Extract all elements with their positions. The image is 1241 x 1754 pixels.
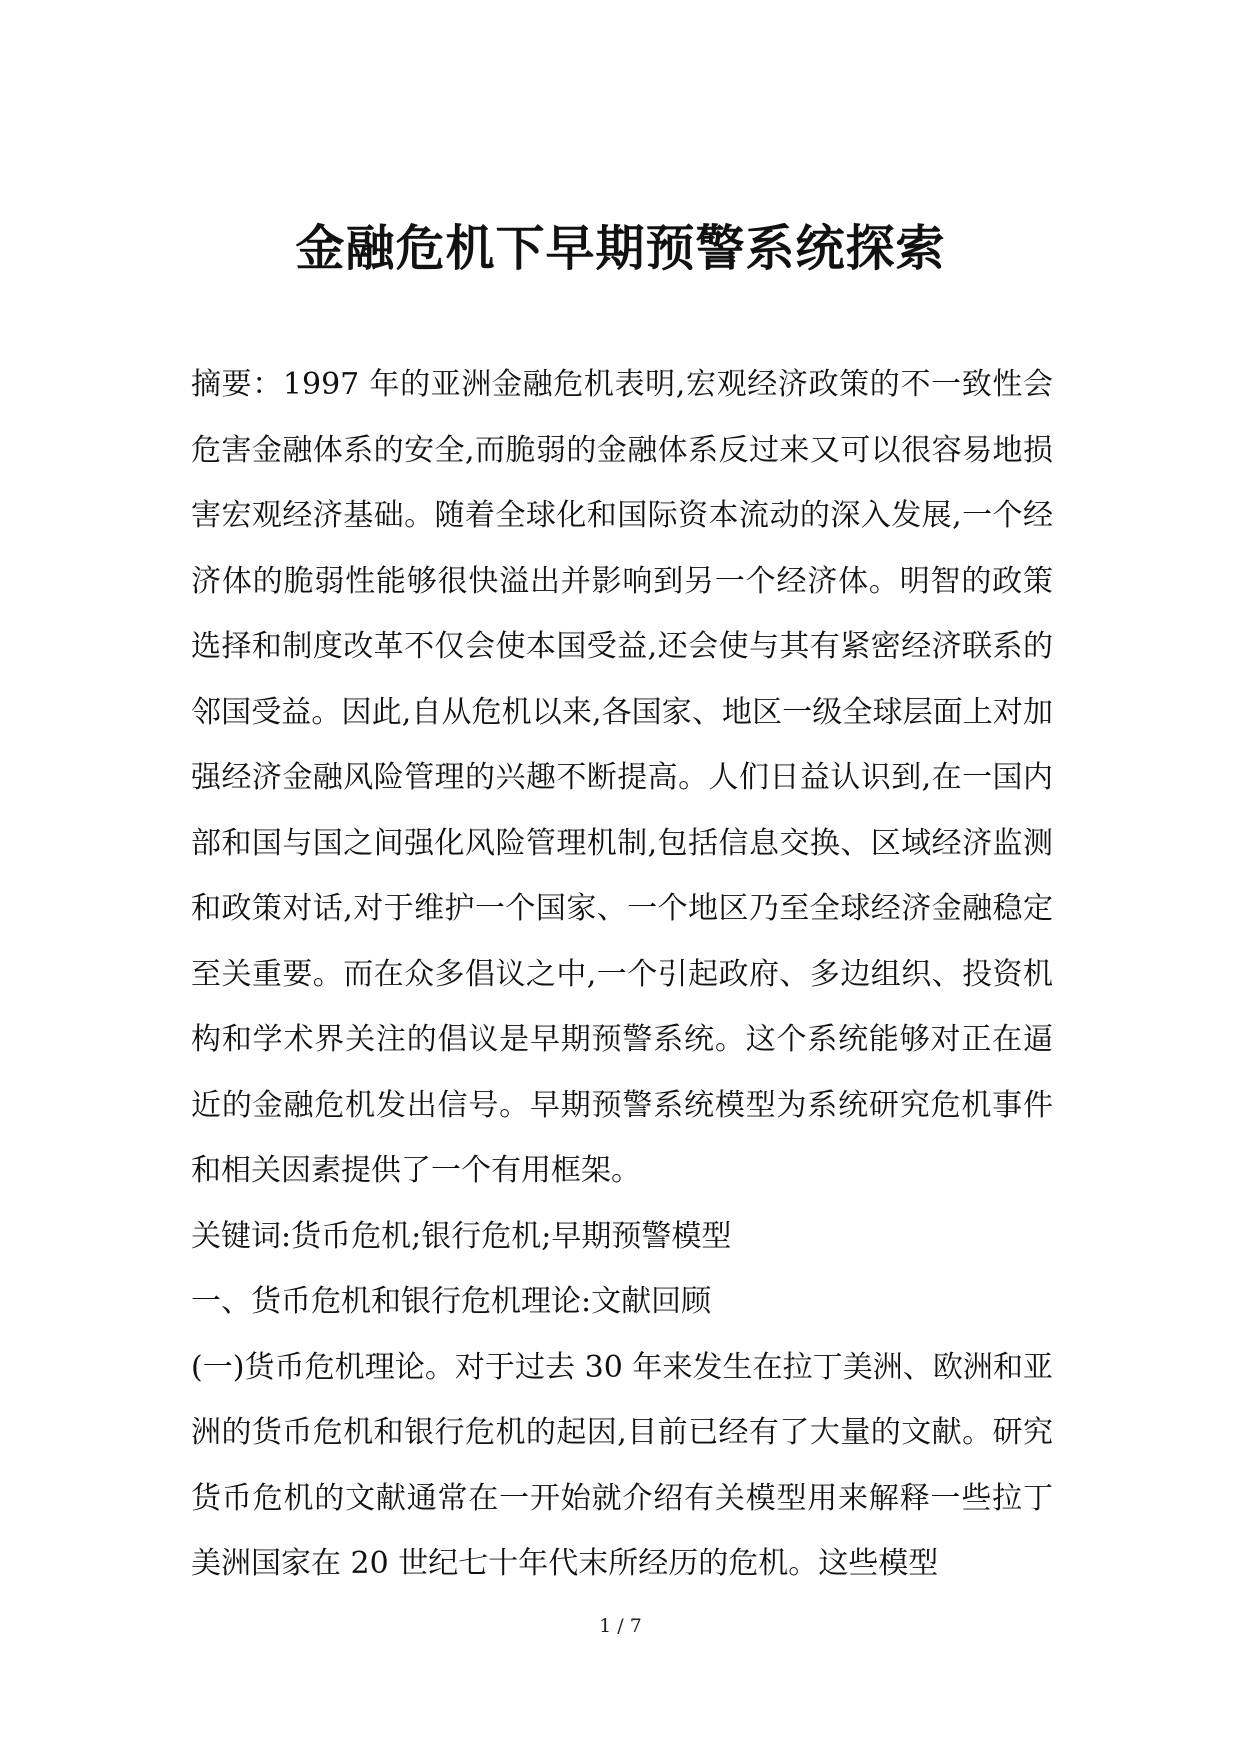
document-title: 金融危机下早期预警系统探索 — [295, 220, 946, 277]
keywords-paragraph: 关键词:货币危机;银行危机;早期预警模型 — [191, 1218, 732, 1254]
body-paragraph: (一)货币危机理论。对于过去 30 年来发生在拉丁美洲、欧洲和亚洲的货币危机和银行危机的起因,目前已经有了大量的文献。研究货币危机的文献通常在一开始就介绍有关模型用来解释一些拉丁美洲国家在 20 世纪七十年代末所经历的危机。这些模型 — [191, 1349, 1053, 1581]
page-number: 1 / 7 — [599, 1615, 642, 1637]
section-heading: 一、货币危机和银行危机理论:文献回顾 — [191, 1284, 712, 1319]
document-body — [191, 352, 1053, 1597]
abstract-paragraph: 摘要：1997 年的亚洲金融危机表明,宏观经济政策的不一致性会危害金融体系的安全,而脆弱的金融体系反过来又可以很容易地损害宏观经济基础。随着全球化和国际资本流动的深入发展,一个经济体的脆弱性能够很快溢出并影响到另一个经济体。明智的政策选择和制度改革不仅会使本国受益,还会使与其有紧密经济联系的邻国受益。因此,自从危机以来,各国家、地区一级全球层面上对加强经济金融风险管理的兴趣不断提高。人们日益认识到,在一国内部和国与国之间强化风险管理机制,包括信息交换、区域经济监测和政策对话,对于维护一个国家、一个地区乃至全球经济金融稳定至关重要。而在众多倡议之中,一个引起政府、多边组织、投资机构和学术界关注的倡议是早期预警系统。这个系统能够对正在逼近的金融危机发出信号。早期预警系统模型为系统研究危机事件和相关因素提供了一个有用框架。 — [191, 367, 1053, 1188]
